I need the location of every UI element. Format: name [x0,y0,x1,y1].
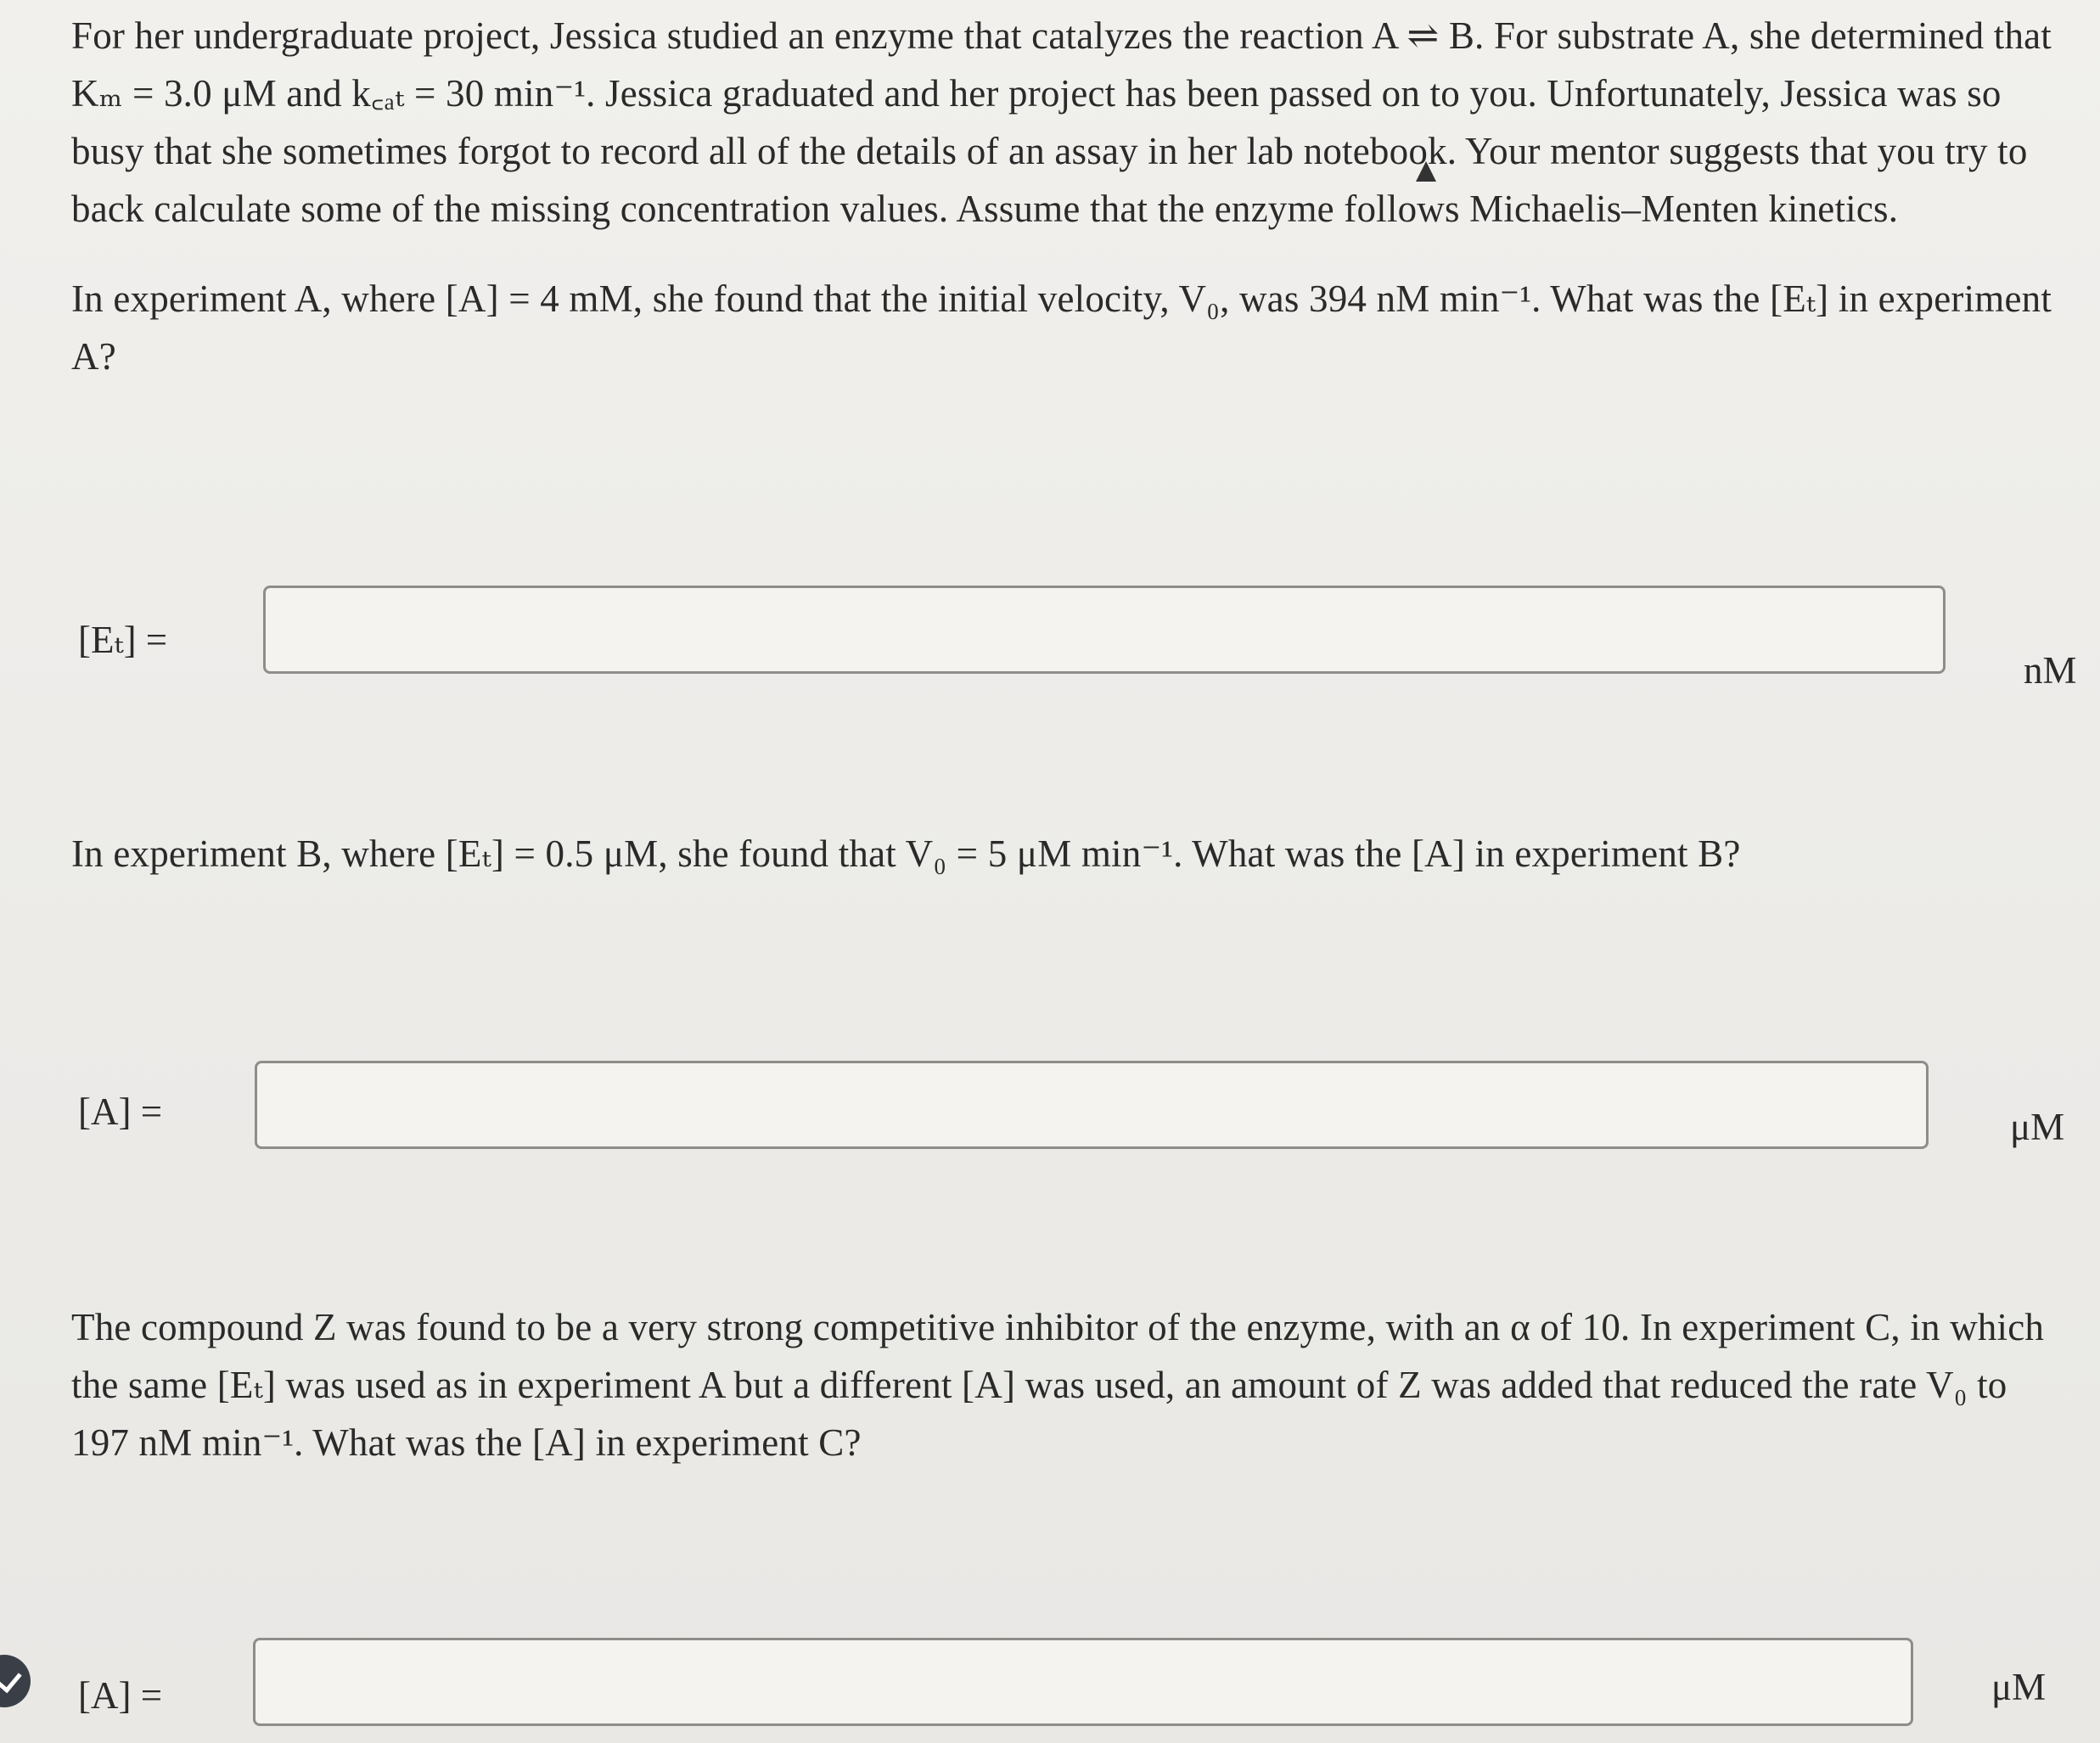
intro-paragraph: For her undergraduate project, Jessica studied an enzyme that catalyzes the reaction A ⇌ B. For substrate A, she determined that Kₘ = 3.0 μM and k꜀ₐₜ = 30 min⁻¹. Jessica graduated and her project has been passed on to you. Unfortunately, Jessica was so busy that she sometimes forgot to record all of the details of an assay in her lab notebook. Your mentor suggests that you try to back calculate some of the missing concentration values. Assume that the enzyme follows Michaelis–Menten kinetics. [71,14,2052,230]
answer-c-input[interactable] [253,1638,1913,1726]
answer-a-input[interactable] [263,586,1946,674]
answer-c-unit: μM [1991,1666,2047,1708]
checkmark-icon [0,1655,31,1707]
answer-b-input[interactable] [255,1061,1929,1149]
answer-c-label: [A] = [78,1674,163,1717]
answer-a-unit: nM [2024,649,2077,692]
experiment-c-question: The compound Z was found to be a very strong competitive inhibitor of the enzyme, with an α of 10. In experiment C, in which the same [Eₜ] was used as in experiment A but a different [A] was used, an amount of Z was added that reduced the rate V₀ to 197 nM min⁻¹. What was the [A] in experiment C? [71,1306,2045,1464]
answer-b-unit: μM [2010,1106,2065,1148]
answer-a-label: [Eₜ] = [78,619,168,661]
experiment-a-question: In experiment A, where [A] = 4 mM, she found that the initial velocity, V₀, was 394 nM min⁻¹. What was the [Eₜ] in experiment A? [71,277,2052,378]
mouse-cursor-icon [1416,161,1436,182]
answer-b-label: [A] = [78,1090,163,1133]
experiment-b-question: In experiment B, where [Eₜ] = 0.5 μM, she found that V₀ = 5 μM min⁻¹. What was the [A] in experiment B? [71,832,1741,875]
